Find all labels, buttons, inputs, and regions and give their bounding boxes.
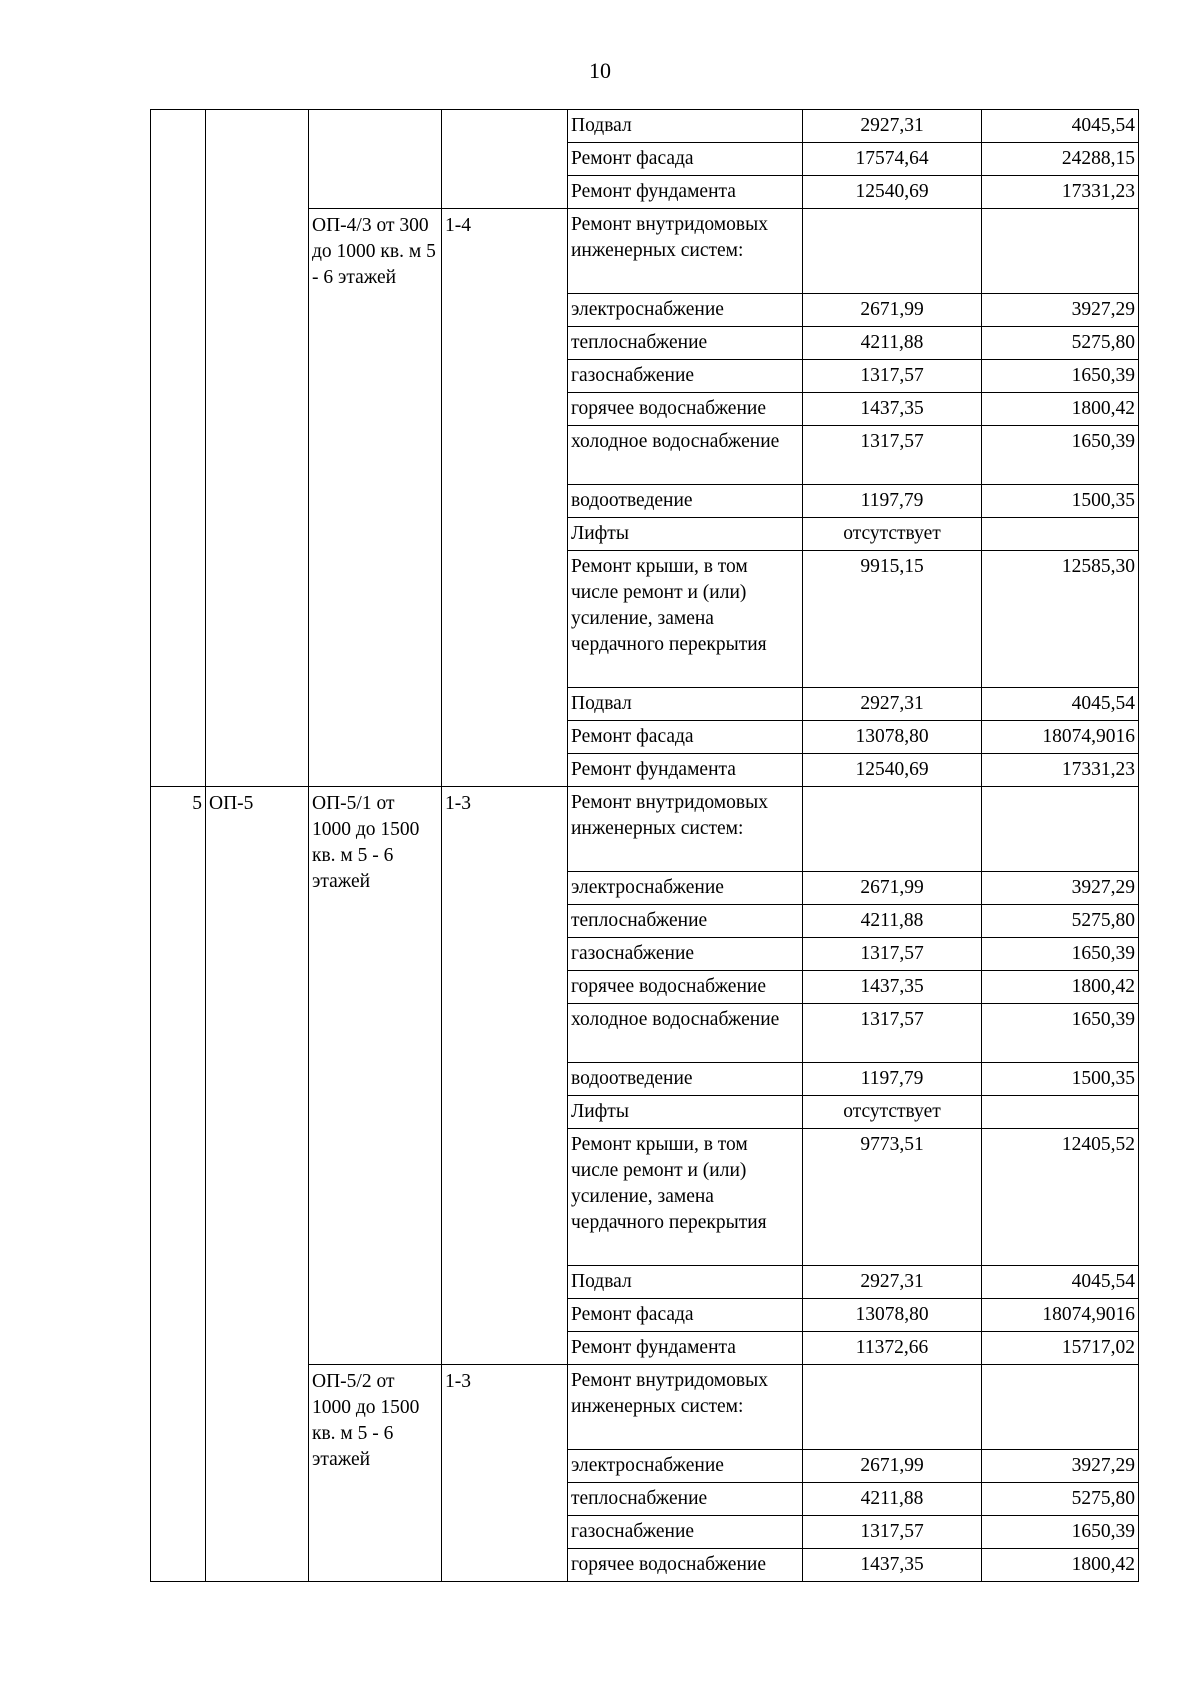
object-code-cell: ОП-5: [206, 787, 309, 1582]
cost-value-2: 3927,29: [982, 872, 1139, 905]
cost-value-2: 1650,39: [982, 1004, 1139, 1063]
cost-value-1: 2671,99: [803, 294, 982, 327]
cost-value-2: [982, 209, 1139, 294]
repair-cost-table: [150, 109, 1139, 1582]
cost-value-2: 1800,42: [982, 1549, 1139, 1582]
cost-value-2: [982, 1365, 1139, 1450]
cost-value-2: 17331,23: [982, 754, 1139, 787]
cost-value-1: 4211,88: [803, 905, 982, 938]
work-name: горячее водоснабжение: [568, 971, 803, 1004]
work-name: горячее водоснабжение: [568, 393, 803, 426]
cost-value-1: 2927,31: [803, 688, 982, 721]
cost-value-2: 1650,39: [982, 938, 1139, 971]
cost-value-1: 1317,57: [803, 1004, 982, 1063]
cost-value-2: 5275,80: [982, 905, 1139, 938]
cost-value-1: 12540,69: [803, 754, 982, 787]
cost-value-2: [982, 518, 1139, 551]
work-name: электроснабжение: [568, 872, 803, 905]
cost-value-1: 17574,64: [803, 143, 982, 176]
cost-value-2: 5275,80: [982, 1483, 1139, 1516]
work-name: Ремонт фундамента: [568, 176, 803, 209]
cost-value-1: 2927,31: [803, 1266, 982, 1299]
work-name: теплоснабжение: [568, 1483, 803, 1516]
cost-value-1: 1197,79: [803, 485, 982, 518]
floors-cell: 1-3: [442, 787, 568, 1365]
cost-value-1: [803, 209, 982, 294]
table-row: [151, 787, 1139, 872]
cost-value-1: 2671,99: [803, 872, 982, 905]
row-number-cell: [151, 209, 206, 787]
page-number: 10: [589, 58, 611, 83]
cost-value-1: [803, 787, 982, 872]
cost-value-2: 12585,30: [982, 551, 1139, 688]
cost-value-2: 1800,42: [982, 393, 1139, 426]
work-name: Ремонт внутридомовых инженерных систем:: [568, 209, 803, 294]
cost-value-1: 1437,35: [803, 393, 982, 426]
cost-value-1: 13078,80: [803, 1299, 982, 1332]
work-name: холодное водоснабжение: [568, 426, 803, 485]
cost-value-1: отсутствует: [803, 518, 982, 551]
subgroup-cell: ОП-5/2 от 1000 до 1500 кв. м 5 - 6 этажей: [309, 1365, 442, 1582]
work-name: теплоснабжение: [568, 905, 803, 938]
cost-value-2: 12405,52: [982, 1129, 1139, 1266]
cost-value-2: 17331,23: [982, 176, 1139, 209]
subgroup-cell: ОП-4/3 от 300 до 1000 кв. м 5 - 6 этажей: [309, 209, 442, 787]
cost-value-2: [982, 1096, 1139, 1129]
cost-value-2: 4045,54: [982, 1266, 1139, 1299]
work-name: газоснабжение: [568, 1516, 803, 1549]
cost-value-1: [803, 1365, 982, 1450]
cost-value-1: 1317,57: [803, 1516, 982, 1549]
work-name: Ремонт фундамента: [568, 1332, 803, 1365]
work-name: Подвал: [568, 1266, 803, 1299]
work-name: Ремонт крыши, в том числе ремонт и (или) усиление, замена чердачного перекрытия: [568, 551, 803, 688]
work-name: Ремонт фасада: [568, 143, 803, 176]
work-name: газоснабжение: [568, 360, 803, 393]
cost-value-2: 1800,42: [982, 971, 1139, 1004]
cost-value-2: 4045,54: [982, 688, 1139, 721]
subgroup-cell: [309, 110, 442, 209]
cost-value-1: 1437,35: [803, 971, 982, 1004]
work-name: водоотведение: [568, 485, 803, 518]
subgroup-cell: ОП-5/1 от 1000 до 1500 кв. м 5 - 6 этажей: [309, 787, 442, 1365]
cost-value-2: 18074,9016: [982, 1299, 1139, 1332]
object-code-cell: [206, 209, 309, 787]
cost-value-1: 9773,51: [803, 1129, 982, 1266]
cost-value-1: 11372,66: [803, 1332, 982, 1365]
cost-value-2: 1650,39: [982, 360, 1139, 393]
work-name: теплоснабжение: [568, 327, 803, 360]
cost-value-1: 1437,35: [803, 1549, 982, 1582]
cost-value-1: 4211,88: [803, 327, 982, 360]
cost-value-1: 13078,80: [803, 721, 982, 754]
cost-value-2: 1650,39: [982, 1516, 1139, 1549]
floors-cell: [442, 110, 568, 209]
work-name: Ремонт фундамента: [568, 754, 803, 787]
cost-value-2: 15717,02: [982, 1332, 1139, 1365]
cost-value-2: [982, 787, 1139, 872]
work-name: Ремонт фасада: [568, 1299, 803, 1332]
floors-cell: 1-3: [442, 1365, 568, 1582]
work-name: Ремонт внутридомовых инженерных систем:: [568, 787, 803, 872]
work-name: холодное водоснабжение: [568, 1004, 803, 1063]
cost-value-1: 9915,15: [803, 551, 982, 688]
work-name: горячее водоснабжение: [568, 1549, 803, 1582]
cost-value-2: 1500,35: [982, 485, 1139, 518]
work-name: Ремонт внутридомовых инженерных систем:: [568, 1365, 803, 1450]
table-row: [151, 110, 1139, 143]
work-name: водоотведение: [568, 1063, 803, 1096]
cost-value-1: 1317,57: [803, 426, 982, 485]
work-name: Лифты: [568, 518, 803, 551]
cost-value-1: 2671,99: [803, 1450, 982, 1483]
work-name: газоснабжение: [568, 938, 803, 971]
cost-value-2: 3927,29: [982, 1450, 1139, 1483]
cost-value-1: 2927,31: [803, 110, 982, 143]
work-name: Подвал: [568, 688, 803, 721]
table-row: [151, 209, 1139, 294]
cost-value-1: отсутствует: [803, 1096, 982, 1129]
cost-value-2: 3927,29: [982, 294, 1139, 327]
work-name: Ремонт крыши, в том числе ремонт и (или) усиление, замена чердачного перекрытия: [568, 1129, 803, 1266]
cost-value-2: 1650,39: [982, 426, 1139, 485]
cost-value-1: 1197,79: [803, 1063, 982, 1096]
row-number-cell: [151, 110, 206, 209]
cost-value-1: 12540,69: [803, 176, 982, 209]
cost-value-1: 1317,57: [803, 360, 982, 393]
cost-value-2: 24288,15: [982, 143, 1139, 176]
row-number-cell: 5: [151, 787, 206, 1582]
cost-value-2: 4045,54: [982, 110, 1139, 143]
cost-value-1: 4211,88: [803, 1483, 982, 1516]
work-name: Подвал: [568, 110, 803, 143]
work-name: Ремонт фасада: [568, 721, 803, 754]
cost-value-2: 18074,9016: [982, 721, 1139, 754]
object-code-cell: [206, 110, 309, 209]
work-name: электроснабжение: [568, 1450, 803, 1483]
floors-cell: 1-4: [442, 209, 568, 787]
cost-value-2: 5275,80: [982, 327, 1139, 360]
work-name: электроснабжение: [568, 294, 803, 327]
cost-value-1: 1317,57: [803, 938, 982, 971]
cost-value-2: 1500,35: [982, 1063, 1139, 1096]
work-name: Лифты: [568, 1096, 803, 1129]
